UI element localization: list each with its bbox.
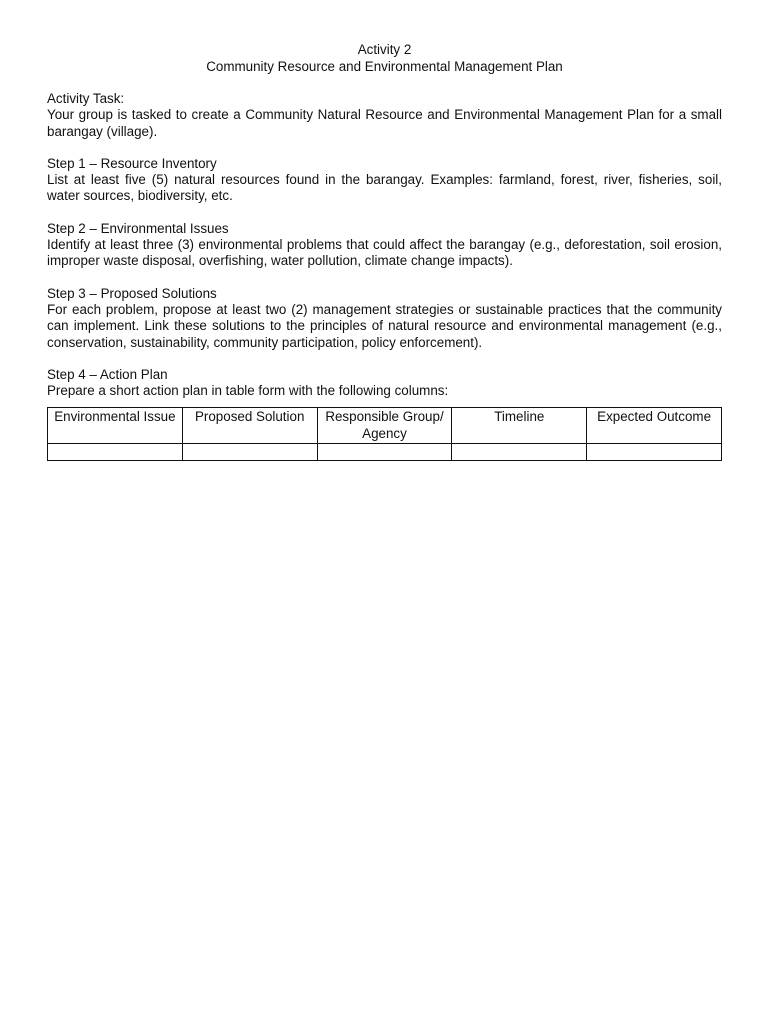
- section-body: Your group is tasked to create a Community Natural Resource and Environmental Management Plan for a small barangay (village).: [47, 107, 722, 139]
- section-heading: Step 2 – Environmental Issues: [47, 220, 229, 236]
- step-2-section: [47, 221, 722, 270]
- table-row: [48, 444, 722, 461]
- section-body: List at least five (5) natural resources found in the barangay. Examples: farmland, forest, river, fisheries, soil, water sources, biodiversity, etc.: [47, 172, 722, 204]
- section-heading: Step 3 – Proposed Solutions: [47, 285, 217, 301]
- title-block: [47, 42, 722, 75]
- column-header-environmental-issue: Environmental Issue: [48, 408, 183, 444]
- column-header-responsible-group: Responsible Group/ Agency: [317, 408, 452, 444]
- step-3-section: [47, 286, 722, 351]
- table-cell: [452, 444, 587, 461]
- table-cell: [182, 444, 317, 461]
- table-header-row: [48, 408, 722, 444]
- table-cell: [587, 444, 722, 461]
- section-body: Prepare a short action plan in table form with the following columns:: [47, 383, 449, 399]
- table-cell: [317, 444, 452, 461]
- step-4-section: [47, 367, 722, 400]
- section-body: Identify at least three (3) environmental problems that could affect the barangay (e.g., deforestation, soil erosion, improper waste disposal, overfishing, water pollution, climate change impacts).: [47, 237, 722, 269]
- step-1-section: [47, 156, 722, 205]
- document-title: Community Resource and Environmental Management Plan: [206, 58, 563, 74]
- column-header-timeline: Timeline: [452, 408, 587, 444]
- section-heading: Step 1 – Resource Inventory: [47, 155, 217, 171]
- column-header-proposed-solution: Proposed Solution: [182, 408, 317, 444]
- action-plan-table: [47, 407, 722, 461]
- activity-number: Activity 2: [357, 42, 412, 57]
- activity-task-section: [47, 91, 722, 140]
- table-cell: [48, 444, 183, 461]
- section-body: For each problem, propose at least two (2) management strategies or sustainable practices that the community can implement. Link these solutions to the principles of natural resource and environmental management (e.g., conservation, sustainability, community participation, policy enforcement).: [47, 301, 722, 350]
- section-heading: Activity Task:: [47, 91, 125, 106]
- section-heading: Step 4 – Action Plan: [47, 366, 168, 382]
- column-header-expected-outcome: Expected Outcome: [587, 408, 722, 444]
- document-page: [47, 42, 722, 461]
